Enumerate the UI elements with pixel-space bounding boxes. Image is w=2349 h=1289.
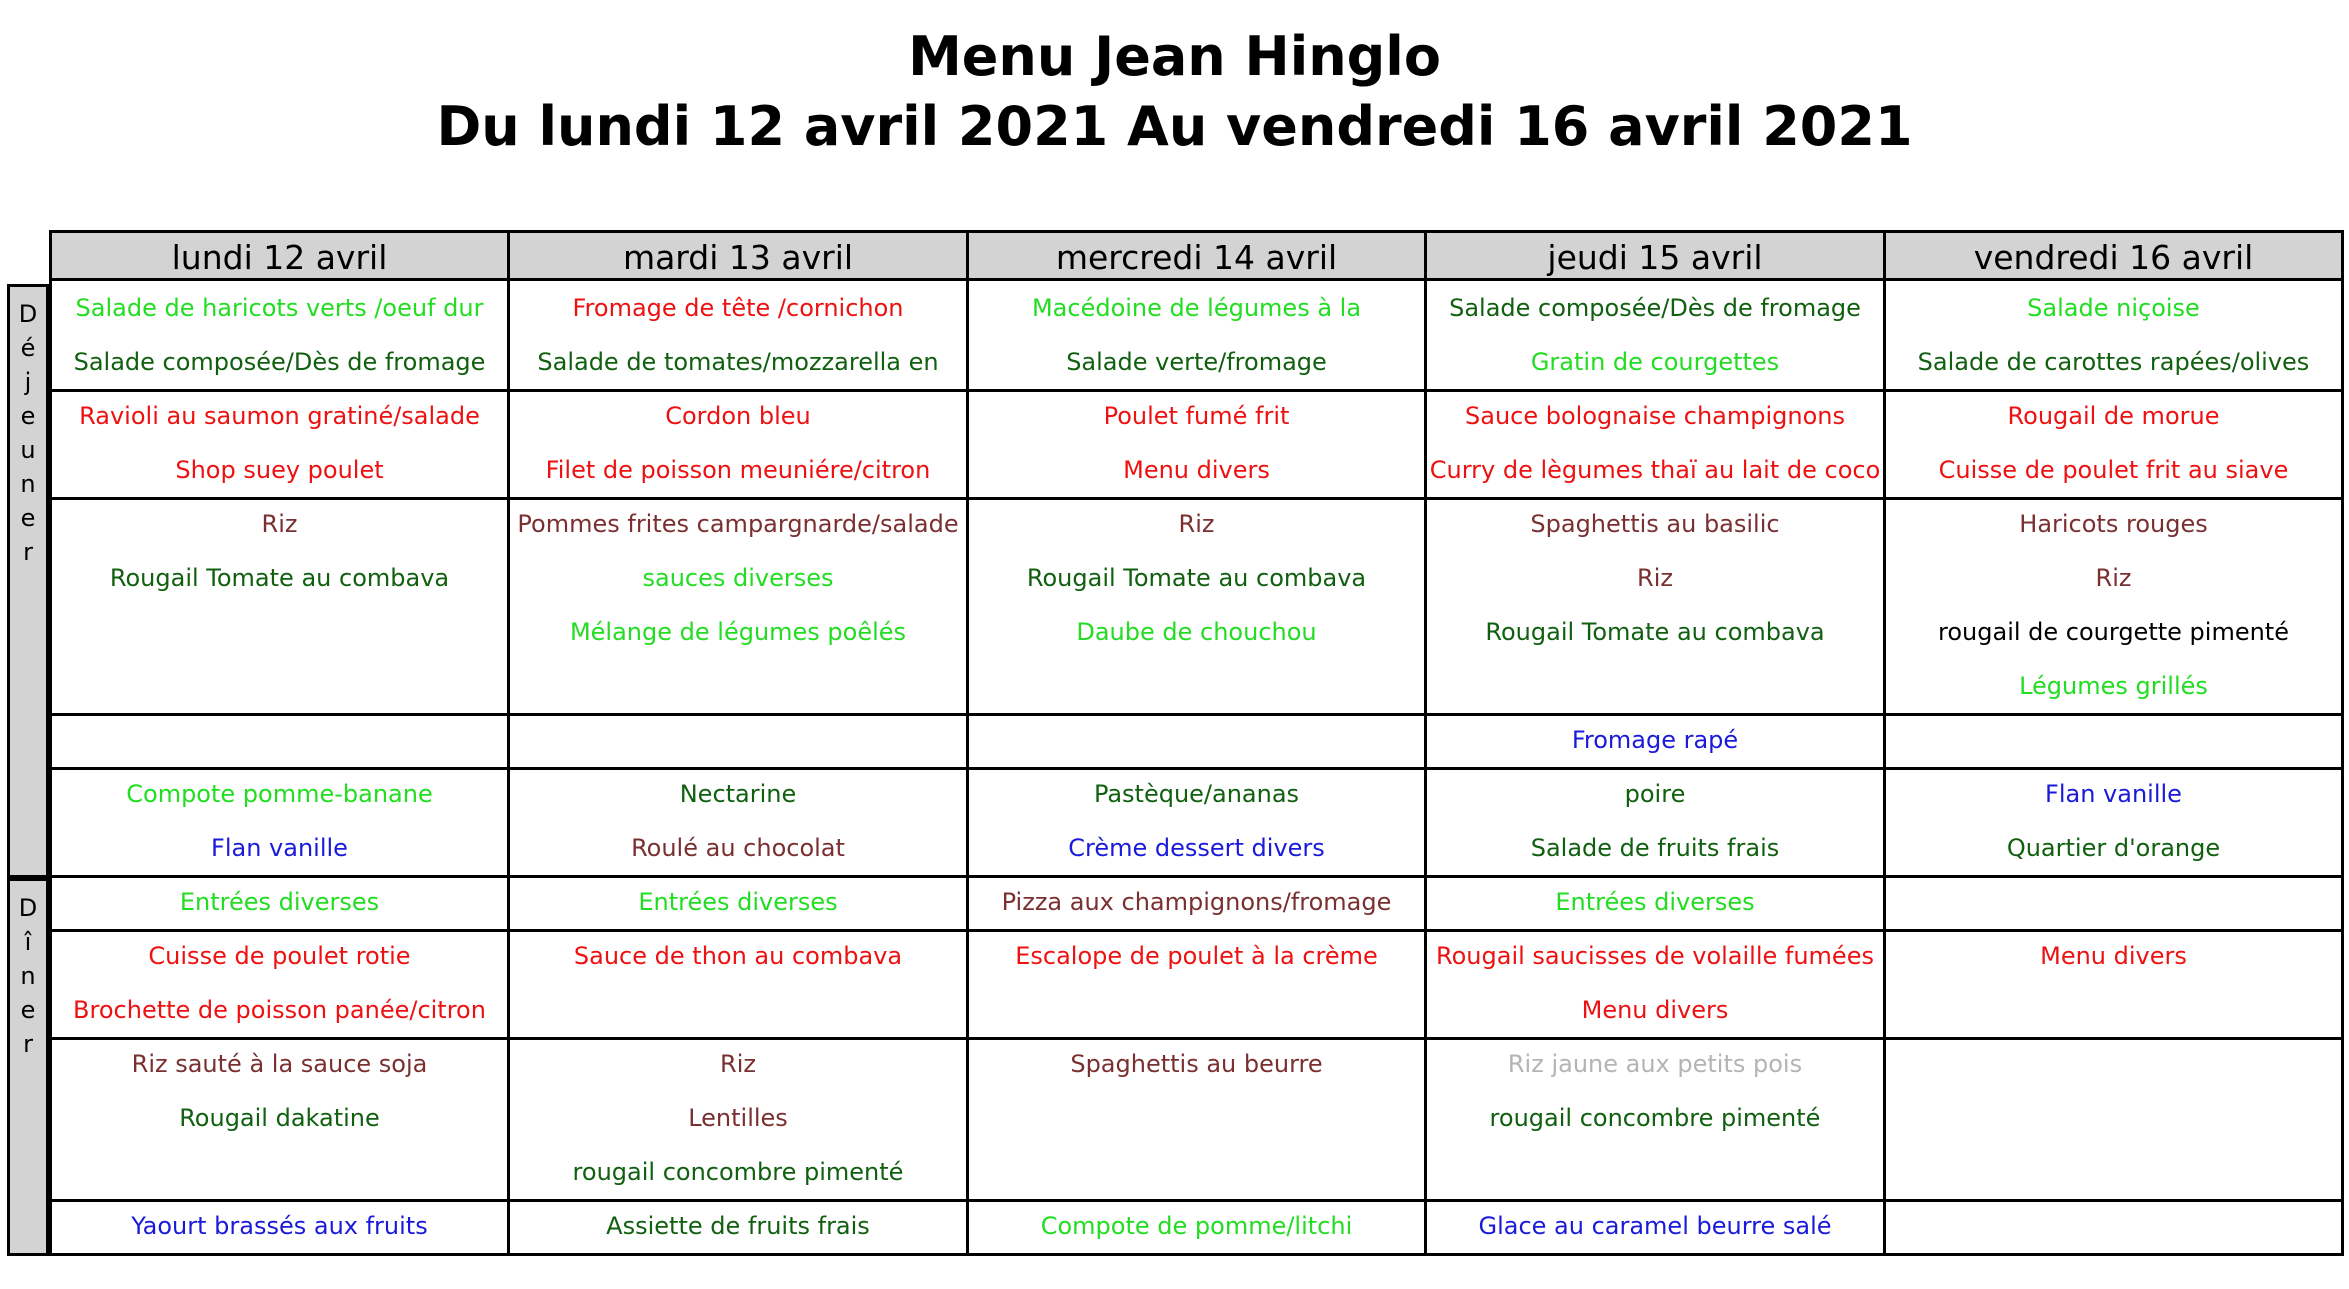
menu-item: Filet de poisson meuniére/citron [545, 456, 931, 484]
menu-item: Riz [720, 1050, 756, 1078]
menu-item: Cuisse de poulet rotie [148, 942, 411, 970]
menu-cell [1883, 713, 2344, 770]
section-letter: D [18, 894, 38, 922]
menu-item: Salade composée/Dès de fromage [73, 348, 486, 376]
menu-item: Pizza aux champignons/fromage [1001, 888, 1392, 916]
menu-item: Salade composée/Dès de fromage [1449, 294, 1861, 322]
menu-item: Roulé au chocolat [631, 834, 845, 862]
menu-item: Yaourt brassés aux fruits [131, 1212, 428, 1240]
menu-item: rougail concombre pimenté [572, 1158, 904, 1186]
section-letter: e [20, 504, 36, 532]
menu-item: Brochette de poisson panée/citron [73, 996, 486, 1024]
menu-cell [507, 497, 969, 716]
menu-cell [1883, 1037, 2344, 1202]
day-header: lundi 12 avril [49, 230, 510, 281]
menu-cell [966, 497, 1427, 716]
menu-item: Ravioli au saumon gratiné/salade [79, 402, 480, 430]
menu-item: Menu divers [1581, 996, 1729, 1024]
menu-item: Entrées diverses [1555, 888, 1755, 916]
menu-cell [966, 875, 1427, 932]
menu-item: Curry de lègumes thaï au lait de coco [1429, 456, 1881, 484]
section-letter: u [20, 436, 36, 464]
menu-cell [1424, 1037, 1886, 1202]
section-letter: n [20, 962, 36, 990]
menu-item: Riz [2095, 564, 2132, 592]
menu-item: Compote pomme-banane [126, 780, 433, 808]
menu-item: Riz [1637, 564, 1673, 592]
menu-item: Menu divers [1123, 456, 1270, 484]
menu-item: Salade de tomates/mozzarella en [537, 348, 939, 376]
menu-cell [1424, 929, 1886, 1040]
menu-item: Riz [1178, 510, 1215, 538]
menu-cell [49, 929, 510, 1040]
menu-item: Riz jaune aux petits pois [1507, 1050, 1803, 1078]
menu-item: Rougail Tomate au combava [1026, 564, 1367, 592]
menu-cell [1883, 767, 2344, 878]
menu-item: Rougail Tomate au combava [109, 564, 450, 592]
menu-item: Compote de pomme/litchi [1040, 1212, 1353, 1240]
menu-cell [1424, 389, 1886, 500]
menu-item: Rougail de morue [2007, 402, 2220, 430]
menu-item: Cuisse de poulet frit au siave [1938, 456, 2289, 484]
meal-section-label [7, 878, 49, 1256]
menu-cell [507, 713, 969, 770]
menu-cell [1883, 929, 2344, 1040]
menu-item: Rougail saucisses de volaille fumées [1436, 942, 1874, 970]
menu-cell [507, 875, 969, 932]
section-letter: é [20, 334, 36, 362]
page-subtitle: Du lundi 12 avril 2021 Au vendredi 16 avril 2021 [436, 95, 1913, 158]
menu-cell [1883, 281, 2344, 392]
menu-item: Salade de fruits frais [1530, 834, 1780, 862]
menu-cell [1424, 767, 1886, 878]
menu-item: Sauce bolognaise champignons [1465, 402, 1845, 430]
menu-item: Flan vanille [2045, 780, 2182, 808]
menu-cell [507, 1199, 969, 1256]
menu-cell [49, 497, 510, 716]
section-letter: j [24, 368, 32, 396]
menu-item: Rougail dakatine [179, 1104, 380, 1132]
menu-item: Entrées diverses [638, 888, 838, 916]
menu-cell [49, 389, 510, 500]
menu-item: Poulet fumé frit [1103, 402, 1290, 430]
menu-cell [1424, 1199, 1886, 1256]
day-header: jeudi 15 avril [1424, 230, 1886, 281]
menu-cell [966, 767, 1427, 878]
menu-cell [1883, 389, 2344, 500]
menu-item: Lentilles [688, 1104, 788, 1132]
section-letter: e [20, 402, 36, 430]
menu-item: Salade verte/fromage [1066, 348, 1327, 376]
menu-cell [1424, 875, 1886, 932]
day-header: mardi 13 avril [507, 230, 969, 281]
menu-item: Glace au caramel beurre salé [1478, 1212, 1832, 1240]
menu-item: Fromage rapé [1571, 726, 1739, 754]
menu-item: Riz [261, 510, 298, 538]
menu-item: Assiette de fruits frais [606, 1212, 870, 1240]
menu-item: Menu divers [2040, 942, 2187, 970]
menu-item: Fromage de tête /cornichon [572, 294, 904, 322]
section-letter: n [20, 470, 36, 498]
menu-item: Nectarine [679, 780, 797, 808]
menu-item: Haricots rouges [2019, 510, 2208, 538]
menu-cell [49, 281, 510, 392]
menu-cell [507, 929, 969, 1040]
menu-item: Salade de haricots verts /oeuf dur [75, 294, 484, 322]
menu-cell [966, 1199, 1427, 1256]
menu-cell [1424, 713, 1886, 770]
menu-item: Pastèque/ananas [1093, 780, 1300, 808]
section-letter: r [23, 1030, 33, 1058]
menu-cell [966, 929, 1427, 1040]
menu-cell [966, 1037, 1427, 1202]
day-header: vendredi 16 avril [1883, 230, 2344, 281]
menu-cell [49, 1037, 510, 1202]
section-letter: r [23, 538, 33, 566]
menu-item: rougail concombre pimenté [1489, 1104, 1821, 1132]
day-header: mercredi 14 avril [966, 230, 1427, 281]
menu-cell [49, 713, 510, 770]
section-letter: e [20, 996, 36, 1024]
menu-cell [1424, 281, 1886, 392]
menu-item: Légumes grillés [2019, 672, 2208, 700]
menu-cell [49, 875, 510, 932]
menu-item: Rougail Tomate au combava [1485, 618, 1825, 646]
section-letter: î [24, 928, 32, 956]
menu-item: Daube de chouchou [1076, 618, 1317, 646]
menu-cell [507, 1037, 969, 1202]
menu-cell [507, 767, 969, 878]
menu-item: Riz sauté à la sauce soja [131, 1050, 428, 1078]
menu-cell [49, 767, 510, 878]
menu-item: Sauce de thon au combava [573, 942, 903, 970]
menu-item: Entrées diverses [179, 888, 380, 916]
menu-cell [966, 389, 1427, 500]
menu-item: poire [1624, 780, 1686, 808]
menu-item: Escalope de poulet à la crème [1015, 942, 1378, 970]
menu-cell [966, 713, 1427, 770]
menu-item: Flan vanille [211, 834, 348, 862]
menu-item: rougail de courgette pimenté [1938, 618, 2289, 646]
menu-item: sauces diverses [642, 564, 834, 592]
menu-item: Salade de carottes rapées/olives [1917, 348, 2310, 376]
section-letter: D [18, 300, 38, 328]
menu-cell [1883, 875, 2344, 932]
menu-cell [507, 389, 969, 500]
menu-item: Quartier d'orange [2006, 834, 2221, 862]
menu-item: Crème dessert divers [1068, 834, 1325, 862]
menu-item: Mélange de légumes poêlés [569, 618, 907, 646]
menu-cell [966, 281, 1427, 392]
meal-section-label [7, 284, 49, 878]
menu-item: Macédoine de légumes à la [1031, 294, 1362, 322]
menu-item: Gratin de courgettes [1530, 348, 1780, 376]
menu-item: Spaghettis au beurre [1070, 1050, 1323, 1078]
menu-item: Salade niçoise [2027, 294, 2200, 322]
menu-cell [1883, 497, 2344, 716]
menu-item: Spaghettis au basilic [1530, 510, 1780, 538]
menu-cell [1424, 497, 1886, 716]
menu-item: Pommes frites campargnarde/salade [517, 510, 959, 538]
menu-cell [507, 281, 969, 392]
page-title: Menu Jean Hinglo [908, 25, 1441, 88]
menu-cell [49, 1199, 510, 1256]
menu-item: Cordon bleu [665, 402, 811, 430]
menu-cell [1883, 1199, 2344, 1256]
menu-item: Shop suey poulet [175, 456, 384, 484]
